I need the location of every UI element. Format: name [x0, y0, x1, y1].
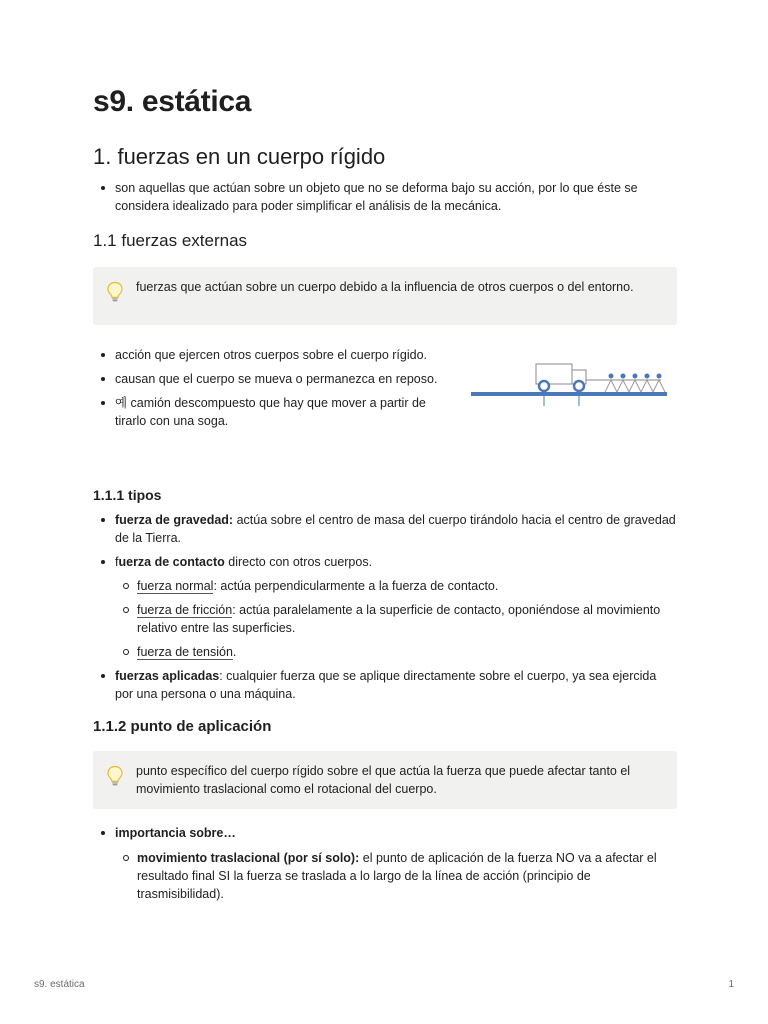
- list-item: acción que ejercen otros cuerpos sobre el cuerpo rígido.: [93, 346, 448, 364]
- page-title: s9. estática: [93, 85, 252, 118]
- page-number: 1: [728, 979, 734, 990]
- list-item: fuerza de contacto directo con otros cuerpos.: [93, 553, 677, 571]
- list-item: causan que el cuerpo se mueva o permanezca en reposo.: [93, 370, 448, 388]
- importancia-list: [93, 824, 677, 903]
- tipos-list: [93, 511, 677, 703]
- list-item: importancia sobre…: [93, 824, 677, 842]
- list-item: fuerzas aplicadas: cualquier fuerza que se aplique directamente sobre el cuerpo, ya sea ejercida por una persona o una máquina.: [93, 667, 677, 703]
- callout-fuerzas-externas: [93, 267, 677, 325]
- list-item: son aquellas que actúan sobre un objeto que no se deforma bajo su acción, por lo que éste se considera idealizado para poder simplificar el análisis de la mecánica.: [93, 179, 677, 215]
- truck-towing-diagram: [471, 356, 677, 414]
- heading-section-1-1: 1.1 fuerzas externas: [93, 231, 248, 250]
- list-item: fuerza de gravedad: actúa sobre el centro de masa del cuerpo tirándolo hacia el centro de gravedad de la Tierra.: [93, 511, 677, 547]
- list-item: fuerza de tensión.: [93, 643, 677, 661]
- list-item: 예 camión descompuesto que hay que mover a partir de tirarlo con una soga.: [93, 394, 448, 430]
- footer-title: s9. estática: [34, 979, 85, 990]
- callout-punto-aplicacion: [93, 751, 677, 809]
- list-item: movimiento traslacional (por sí solo): el punto de aplicación de la fuerza NO va a afectar el resultado final SI la fuerza se traslada a lo largo de la línea de acción (principio de trasmisibilidad).: [93, 849, 677, 903]
- section-1-list: [93, 179, 677, 215]
- heading-section-1-1-2: 1.1.2 punto de aplicación: [93, 718, 272, 735]
- list-item: fuerza de fricción: actúa paralelamente a la superficie de contacto, oponiéndose al movimiento relativo entre las superficies.: [93, 601, 677, 637]
- lightbulb-icon: [106, 765, 124, 787]
- section-1-1-list: [93, 346, 448, 430]
- heading-section-1-1-1: 1.1.1 tipos: [93, 487, 162, 503]
- link-fuerza-tension[interactable]: fuerza de tensión: [137, 645, 233, 659]
- link-fuerza-friccion[interactable]: fuerza de fricción: [137, 603, 233, 617]
- callout-text: fuerzas que actúan sobre un cuerpo debido a la influencia de otros cuerpos o del entorno.: [136, 280, 634, 294]
- link-fuerza-normal[interactable]: fuerza normal: [137, 579, 214, 593]
- lightbulb-icon: [106, 281, 124, 303]
- callout-text: punto específico del cuerpo rígido sobre el que actúa la fuerza que puede afectar tanto el movimiento traslacional como el rotacional del cuerpo.: [136, 764, 631, 796]
- heading-section-1: 1. fuerzas en un cuerpo rígido: [93, 144, 386, 169]
- list-item: fuerza normal: actúa perpendicularmente a la fuerza de contacto.: [93, 577, 677, 595]
